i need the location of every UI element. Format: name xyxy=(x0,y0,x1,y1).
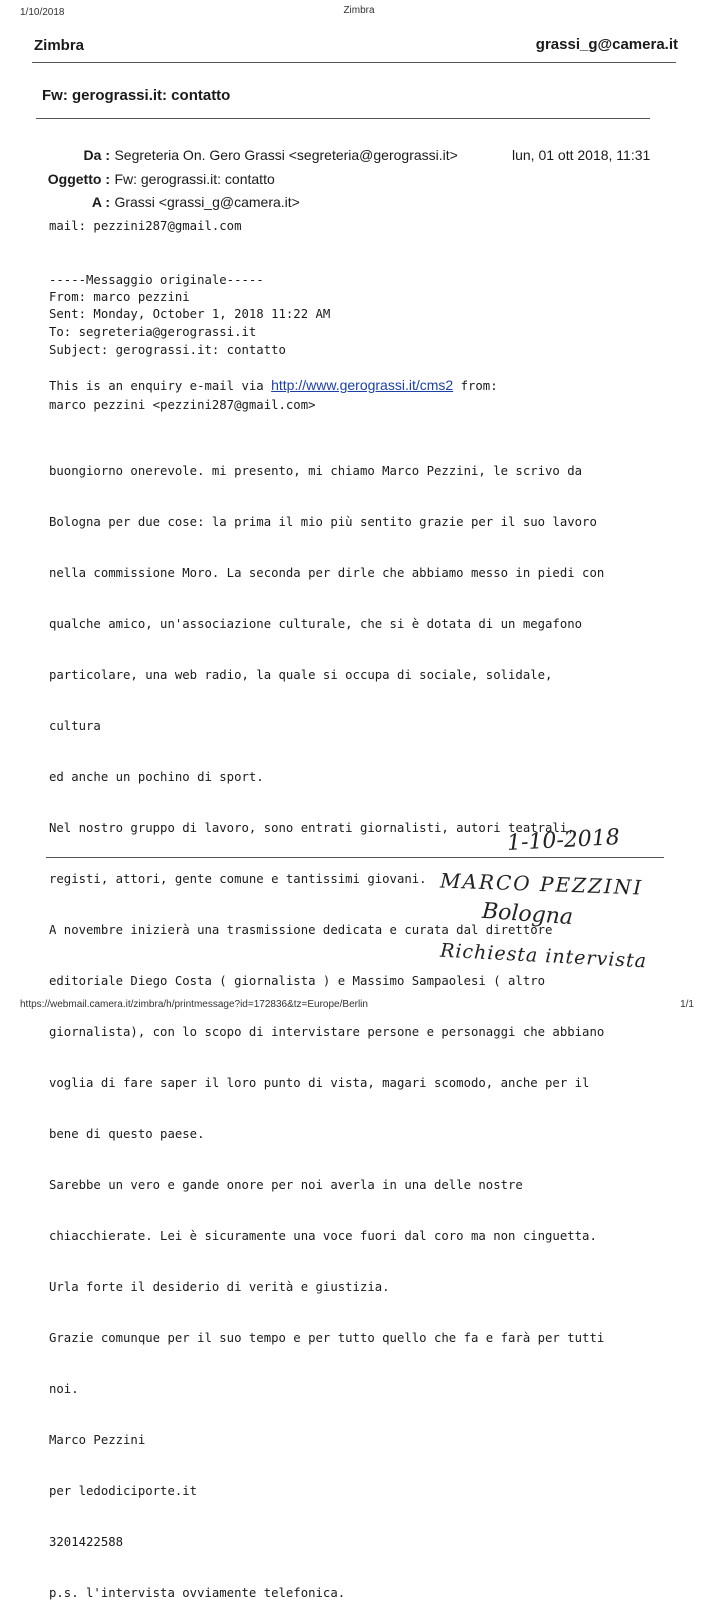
handwritten-city: Bologna xyxy=(481,898,574,931)
body-line: cultura xyxy=(49,719,101,733)
meta-to-row xyxy=(40,194,300,212)
body-line: ed anche un pochino di sport. xyxy=(49,770,264,784)
from-value: Segreteria On. Gero Grassi <segreteria@gerograssi.it> xyxy=(114,147,458,163)
body-line: registi, attori, gente comune e tantissimi giovani. xyxy=(49,872,427,886)
message-subject-title: Fw: gerograssi.it: contatto xyxy=(42,87,231,104)
body-line: nella commissione Moro. La seconda per dirle che abbiamo messo in piedi con xyxy=(49,566,605,580)
subject-value: Fw: gerograssi.it: contatto xyxy=(114,171,275,187)
original-separator: -----Messaggio originale----- xyxy=(49,273,264,287)
enquiry-suffix: from: xyxy=(453,379,498,393)
meta-from-row xyxy=(40,147,458,165)
header-divider xyxy=(32,62,676,63)
body-line: Bologna per due cose: la prima il mio più sentito grazie per il suo lavoro xyxy=(49,515,597,529)
body-line: 3201422588 xyxy=(49,1535,124,1549)
enquiry-line xyxy=(49,377,498,395)
print-date: 1/10/2018 xyxy=(20,7,65,18)
to-value: Grassi <grassi_g@camera.it> xyxy=(114,194,300,210)
meta-subject-row xyxy=(40,171,275,189)
body-line: Nel nostro gruppo di lavoro, sono entrati giornalisti, autori teatrali, xyxy=(49,821,575,835)
body-line: buongiorno onerevole. mi presento, mi chiamo Marco Pezzini, le scrivo da xyxy=(49,464,583,478)
body-line: bene di questo paese. xyxy=(49,1127,205,1141)
body-line: per ledodiciporte.it xyxy=(49,1484,198,1498)
app-name: Zimbra xyxy=(34,37,85,54)
body-line: chiacchierate. Lei è sicuramente una voce fuori dal coro ma non cinguetta. xyxy=(49,1229,597,1243)
body-line: voglia di fare saper il loro punto di vista, magari scomodo, anche per il xyxy=(49,1076,590,1090)
enquiry-prefix: This is an enquiry e-mail via xyxy=(49,379,272,393)
footer-divider xyxy=(46,857,664,858)
print-title: Zimbra xyxy=(343,5,375,16)
original-subject: Subject: gerograssi.it: contatto xyxy=(49,343,286,357)
original-sent: Sent: Monday, October 1, 2018 11:22 AM xyxy=(49,307,331,321)
body-line: editoriale Diego Costa ( giornalista ) e Massimo Sampaolesi ( altro xyxy=(49,974,546,988)
body-line: p.s. l'intervista ovviamente telefonica. xyxy=(49,1586,346,1600)
mail-line: mail: pezzini287@gmail.com xyxy=(49,219,242,233)
handwritten-date: 1-10-2018 xyxy=(506,825,621,856)
body-line: giornalista), con lo scopo di intervistare persone e personaggi che abbiano xyxy=(49,1025,605,1039)
message-body xyxy=(49,429,604,1619)
subject-label: Oggetto : xyxy=(47,171,110,187)
original-to: To: segreteria@gerograssi.it xyxy=(49,325,257,339)
original-from: From: marco pezzini xyxy=(49,290,190,304)
handwritten-note: Richiesta intervista xyxy=(439,939,648,973)
handwritten-name: MARCO PEZZINI xyxy=(439,868,644,900)
enquiry-sender: marco pezzini <pezzini287@gmail.com> xyxy=(49,398,316,412)
body-line: noi. xyxy=(49,1382,79,1396)
print-url: https://webmail.camera.it/zimbra/h/printmessage?id=172836&tz=Europe/Berlin xyxy=(20,999,368,1010)
body-line: Marco Pezzini xyxy=(49,1433,146,1447)
body-line: particolare, una web radio, la quale si occupa di sociale, solidale, xyxy=(49,668,553,682)
from-label: Da : xyxy=(83,147,110,163)
body-line: qualche amico, un'associazione culturale, che si è dotata di un megafono xyxy=(49,617,583,631)
body-line: Sarebbe un vero e gande onore per noi averla in una delle nostre xyxy=(49,1178,523,1192)
message-date: lun, 01 ott 2018, 11:31 xyxy=(512,147,651,163)
to-label: A : xyxy=(91,194,110,210)
account-email: grassi_g@camera.it xyxy=(535,36,678,53)
body-line: A novembre inizierà una trasmissione dedicata e curata dal direttore xyxy=(49,923,553,937)
enquiry-link[interactable]: http://www.gerograssi.it/cms2 xyxy=(271,377,454,393)
print-page-number: 1/1 xyxy=(680,999,694,1010)
body-line: Grazie comunque per il suo tempo e per tutto quello che fa e farà per tutti xyxy=(49,1331,605,1345)
subject-divider xyxy=(36,118,650,119)
body-line: Urla forte il desiderio di verità e giustizia. xyxy=(49,1280,390,1294)
